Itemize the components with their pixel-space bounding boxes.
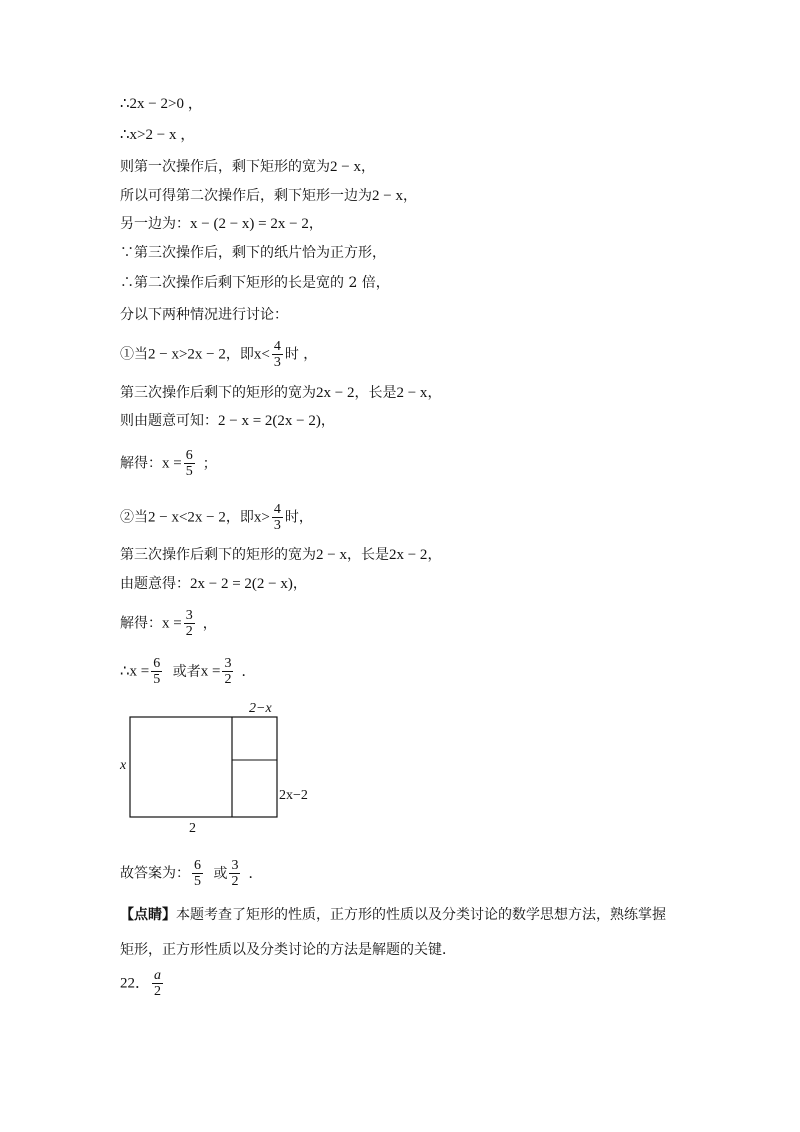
line-discussion-intro: 分以下两种情况进行讨论： [120,307,288,323]
line-because-square: ∵第三次操作后，剩下的纸片恰为正方形， [120,245,386,261]
answer-fraction-2: $\frac{3}{2}$ [231,858,239,889]
label-top: 2−x [249,701,272,716]
line-inequality-1: ∴2x − 2>0 ， [120,96,203,112]
outer-rectangle [130,717,277,817]
line-other-side: 另一边为：x − (2 − x) = 2x − 2， [120,216,323,232]
fraction-6-5-b: $\frac{6}{5}$ [153,656,161,687]
fraction-3-2-b: $\frac{3}{2}$ [224,656,232,687]
fraction-4-3-b: $\frac{4}{3}$ [273,502,281,533]
case-1-width-length: 第三次操作后剩下的矩形的宽为2x − 2，长是2 − x， [120,385,442,401]
case-2-width-length: 第三次操作后剩下的矩形的宽为2 − x，长是2x − 2， [120,547,442,563]
rectangle-figure [112,700,342,835]
fraction-a-2: $\frac{a}{2}$ [154,968,162,999]
label-bottom: 2 [189,821,196,835]
line-therefore-twice: ∴第二次操作后剩下矩形的长是宽的 2 倍， [120,275,390,291]
fraction-3-2: $\frac{3}{2}$ [185,608,193,639]
tip-tag: 【点睛】 [120,907,176,923]
case-1-equation: 则由题意可知：2 − x = 2(2x − 2)， [120,413,335,429]
case-2-condition: ②当2 − x<2x − 2，即x> $\frac{4}{3}$ 时， [120,502,313,533]
answer-fraction-1: $\frac{6}{5}$ [194,858,201,889]
question-22: 22． $\frac{a}{2}$ [120,968,162,999]
case-1-condition: ①当2 − x>2x − 2，即x< $\frac{4}{3}$ 时 ， [120,339,318,370]
conclusion-line: ∴x = $\frac{6}{5}$ 或者x = $\frac{3}{2}$ ． [120,656,256,687]
line-first-operation: 则第一次操作后，剩下矩形的宽为2 − x， [120,159,375,175]
label-right: 2x−2 [279,788,308,803]
tip-line-1: 【点睛】本题考查了矩形的性质，正方形的性质以及分类讨论的数学思想方法，熟练掌握 [120,907,666,923]
answer-line: 故答案为： $\frac{6}{5}$ 或 $\frac{3}{2}$ ． [120,858,263,889]
label-left: x [120,758,127,773]
case-1-solution: 解得：x = $\frac{6}{5}$ ； [120,448,217,479]
fraction-4-3: $\frac{4}{3}$ [273,339,281,370]
tip-line-2: 矩形，正方形性质以及分类讨论的方法是解题的关键． [120,942,456,958]
line-second-operation: 所以可得第二次操作后，剩下矩形一边为2 − x， [120,188,417,204]
case-2-equation: 由题意得：2x − 2 = 2(2 − x)， [120,576,307,592]
fraction-6-5: $\frac{6}{5}$ [185,448,193,479]
case-2-solution: 解得：x = $\frac{3}{2}$ ， [120,608,217,639]
line-inequality-2: ∴x>2 − x ， [120,127,196,143]
